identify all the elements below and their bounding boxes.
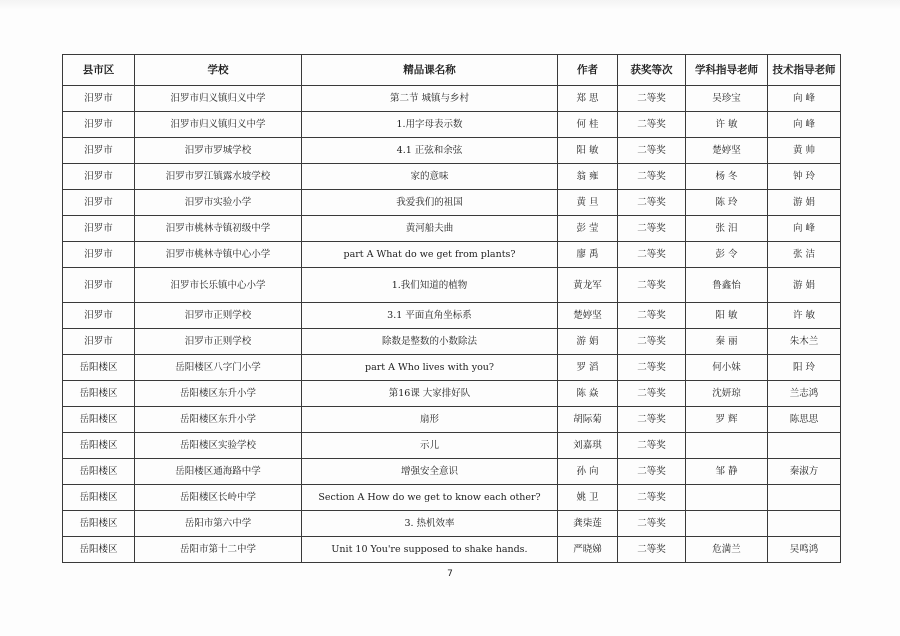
cell-subject-teacher: 陈 玲	[686, 190, 768, 216]
cell-subject-teacher: 许 敏	[686, 112, 768, 138]
cell-course: 黄河船夫曲	[302, 216, 558, 242]
cell-course: 第16课 大家排好队	[302, 381, 558, 407]
cell-course: 1.用字母表示数	[302, 112, 558, 138]
cell-award: 二等奖	[618, 485, 686, 511]
cell-subject-teacher: 邹 静	[686, 459, 768, 485]
table-row	[63, 216, 841, 242]
cell-author: 刘嘉琪	[558, 433, 618, 459]
cell-award: 二等奖	[618, 511, 686, 537]
cell-course: 1.我们知道的植物	[302, 268, 558, 303]
cell-tech-teacher: 游 娟	[768, 268, 841, 303]
cell-tech-teacher	[768, 511, 841, 537]
cell-author: 阳 敏	[558, 138, 618, 164]
cell-course: Section A How do we get to know each other?	[302, 485, 558, 511]
cell-school: 岳阳楼区东升小学	[135, 407, 302, 433]
table-row	[63, 268, 841, 303]
cell-subject-teacher	[686, 511, 768, 537]
table-row	[63, 485, 841, 511]
cell-county: 岳阳楼区	[63, 355, 135, 381]
header-course: 精品课名称	[302, 55, 558, 86]
table-row	[63, 86, 841, 112]
cell-county: 岳阳楼区	[63, 433, 135, 459]
cell-county: 汨罗市	[63, 190, 135, 216]
cell-county: 汨罗市	[63, 138, 135, 164]
cell-tech-teacher	[768, 433, 841, 459]
cell-county: 岳阳楼区	[63, 537, 135, 563]
cell-award: 二等奖	[618, 190, 686, 216]
cell-tech-teacher: 张 洁	[768, 242, 841, 268]
table-row	[63, 329, 841, 355]
cell-tech-teacher: 秦淑方	[768, 459, 841, 485]
table-row	[63, 433, 841, 459]
cell-county: 汨罗市	[63, 242, 135, 268]
cell-author: 孙 向	[558, 459, 618, 485]
cell-county: 岳阳楼区	[63, 511, 135, 537]
cell-tech-teacher: 游 娟	[768, 190, 841, 216]
cell-subject-teacher: 吴珍宝	[686, 86, 768, 112]
cell-subject-teacher: 秦 丽	[686, 329, 768, 355]
cell-tech-teacher: 黄 帅	[768, 138, 841, 164]
cell-county: 岳阳楼区	[63, 459, 135, 485]
cell-school: 岳阳楼区长岭中学	[135, 485, 302, 511]
cell-award: 二等奖	[618, 459, 686, 485]
cell-course: 4.1 正弦和余弦	[302, 138, 558, 164]
cell-author: 陈 焱	[558, 381, 618, 407]
cell-course: 增强安全意识	[302, 459, 558, 485]
cell-author: 胡际菊	[558, 407, 618, 433]
cell-school: 岳阳市第六中学	[135, 511, 302, 537]
cell-subject-teacher: 杨 冬	[686, 164, 768, 190]
cell-school: 岳阳楼区通海路中学	[135, 459, 302, 485]
header-county: 县市区	[63, 55, 135, 86]
table-row	[63, 537, 841, 563]
cell-school: 汨罗市归义镇归义中学	[135, 112, 302, 138]
cell-county: 汨罗市	[63, 112, 135, 138]
cell-author: 姚 卫	[558, 485, 618, 511]
table-row	[63, 138, 841, 164]
cell-school: 汨罗市桃林寺镇初级中学	[135, 216, 302, 242]
cell-author: 罗 滔	[558, 355, 618, 381]
cell-course: 第二节 城镇与乡村	[302, 86, 558, 112]
cell-award: 二等奖	[618, 86, 686, 112]
header-award: 获奖等次	[618, 55, 686, 86]
cell-award: 二等奖	[618, 329, 686, 355]
cell-school: 汨罗市长乐镇中心小学	[135, 268, 302, 303]
cell-school: 岳阳楼区实验学校	[135, 433, 302, 459]
cell-county: 汨罗市	[63, 268, 135, 303]
cell-award: 二等奖	[618, 112, 686, 138]
cell-county: 汨罗市	[63, 329, 135, 355]
cell-tech-teacher: 许 敏	[768, 303, 841, 329]
cell-tech-teacher: 吴鸣鸿	[768, 537, 841, 563]
cell-course: 扇形	[302, 407, 558, 433]
header-school: 学校	[135, 55, 302, 86]
cell-tech-teacher: 阳 玲	[768, 355, 841, 381]
cell-author: 廖 禹	[558, 242, 618, 268]
header-row	[63, 55, 841, 86]
cell-course: part A What do we get from plants?	[302, 242, 558, 268]
cell-course: 3. 热机效率	[302, 511, 558, 537]
cell-county: 汨罗市	[63, 164, 135, 190]
award-table	[62, 54, 841, 563]
cell-course: 除数是整数的小数除法	[302, 329, 558, 355]
cell-subject-teacher: 何小妹	[686, 355, 768, 381]
cell-author: 楚婷坚	[558, 303, 618, 329]
cell-subject-teacher: 鲁鑫怡	[686, 268, 768, 303]
cell-tech-teacher: 向 峰	[768, 216, 841, 242]
cell-tech-teacher: 向 峰	[768, 86, 841, 112]
table-row	[63, 355, 841, 381]
cell-award: 二等奖	[618, 381, 686, 407]
cell-author: 严晓娣	[558, 537, 618, 563]
cell-award: 二等奖	[618, 268, 686, 303]
cell-county: 汨罗市	[63, 216, 135, 242]
cell-school: 岳阳楼区八字门小学	[135, 355, 302, 381]
page-top-edge	[0, 0, 900, 10]
cell-tech-teacher: 陈思思	[768, 407, 841, 433]
table-row	[63, 164, 841, 190]
table-row	[63, 407, 841, 433]
cell-tech-teacher: 朱木兰	[768, 329, 841, 355]
cell-county: 汨罗市	[63, 303, 135, 329]
cell-subject-teacher: 危満兰	[686, 537, 768, 563]
cell-course: part A Who lives with you?	[302, 355, 558, 381]
cell-school: 岳阳市第十二中学	[135, 537, 302, 563]
cell-award: 二等奖	[618, 303, 686, 329]
cell-award: 二等奖	[618, 164, 686, 190]
table-row	[63, 190, 841, 216]
cell-school: 汨罗市罗城学校	[135, 138, 302, 164]
header-tech-teacher: 技术指导老师	[768, 55, 841, 86]
cell-subject-teacher: 罗 辉	[686, 407, 768, 433]
header-subject-teacher: 学科指导老师	[686, 55, 768, 86]
cell-tech-teacher: 钟 玲	[768, 164, 841, 190]
cell-school: 汨罗市正则学校	[135, 303, 302, 329]
cell-subject-teacher	[686, 433, 768, 459]
cell-award: 二等奖	[618, 407, 686, 433]
cell-school: 汨罗市实验小学	[135, 190, 302, 216]
cell-subject-teacher: 楚婷坚	[686, 138, 768, 164]
cell-award: 二等奖	[618, 138, 686, 164]
cell-course: 我爱我们的祖国	[302, 190, 558, 216]
cell-subject-teacher: 彭 令	[686, 242, 768, 268]
cell-course: 家的意味	[302, 164, 558, 190]
cell-author: 黄龙军	[558, 268, 618, 303]
header-author: 作者	[558, 55, 618, 86]
page-number: 7	[447, 569, 453, 579]
cell-author: 彭 莹	[558, 216, 618, 242]
cell-school: 汨罗市正则学校	[135, 329, 302, 355]
cell-author: 翁 雍	[558, 164, 618, 190]
cell-subject-teacher: 阳 敏	[686, 303, 768, 329]
cell-award: 二等奖	[618, 216, 686, 242]
cell-award: 二等奖	[618, 242, 686, 268]
cell-county: 岳阳楼区	[63, 485, 135, 511]
table-row	[63, 242, 841, 268]
cell-tech-teacher: 兰志鸿	[768, 381, 841, 407]
cell-course: 示儿	[302, 433, 558, 459]
cell-author: 何 桂	[558, 112, 618, 138]
table-row	[63, 511, 841, 537]
cell-county: 岳阳楼区	[63, 407, 135, 433]
table-row	[63, 303, 841, 329]
table-row	[63, 112, 841, 138]
cell-subject-teacher	[686, 485, 768, 511]
cell-subject-teacher: 沈妍琼	[686, 381, 768, 407]
cell-award: 二等奖	[618, 433, 686, 459]
cell-author: 龚柒莲	[558, 511, 618, 537]
cell-course: 3.1 平面直角坐标系	[302, 303, 558, 329]
cell-author: 郑 思	[558, 86, 618, 112]
cell-school: 汨罗市桃林寺镇中心小学	[135, 242, 302, 268]
cell-author: 黄 旦	[558, 190, 618, 216]
cell-school: 岳阳楼区东升小学	[135, 381, 302, 407]
cell-school: 汨罗市罗江镇露水坡学校	[135, 164, 302, 190]
table-row	[63, 459, 841, 485]
cell-tech-teacher: 向 峰	[768, 112, 841, 138]
cell-award: 二等奖	[618, 537, 686, 563]
cell-author: 游 娟	[558, 329, 618, 355]
cell-tech-teacher	[768, 485, 841, 511]
cell-course: Unit 10 You're supposed to shake hands.	[302, 537, 558, 563]
cell-school: 汨罗市归义镇归义中学	[135, 86, 302, 112]
cell-subject-teacher: 张 汨	[686, 216, 768, 242]
cell-county: 汨罗市	[63, 86, 135, 112]
cell-county: 岳阳楼区	[63, 381, 135, 407]
cell-award: 二等奖	[618, 355, 686, 381]
table-row	[63, 381, 841, 407]
